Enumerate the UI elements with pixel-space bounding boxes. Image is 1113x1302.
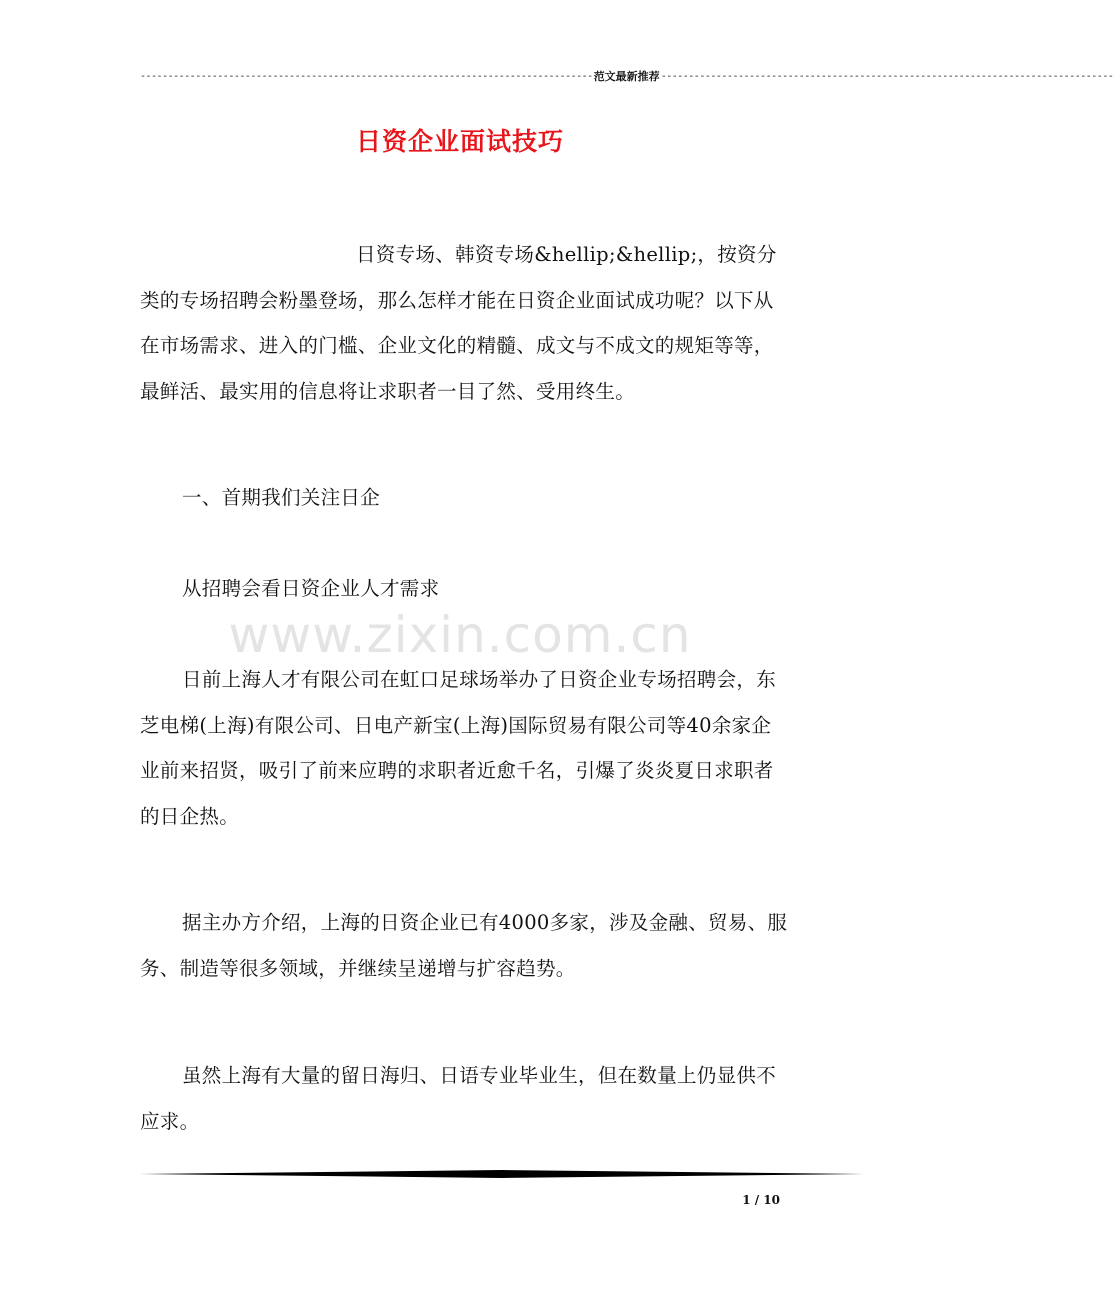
header-dashes-left: ---------------------------------------------------------------------------------- <box>140 70 593 82</box>
watermark-text: www.zixin.com.cn <box>228 606 692 664</box>
header-label: 范文最新推荐 <box>593 70 660 83</box>
paragraph-job-fair-text: 日前上海人才有限公司在虹口足球场举办了日资企业专场招聘会，东芝电梯(上海)有限公司、日电产新宝(上海)国际贸易有限公司等40余家企业前来招贤，吸引了前来应聘的求职者近愈千名，引爆了炎炎夏日求职者的日企热。 <box>140 668 777 828</box>
footer-rule <box>140 1170 864 1178</box>
paragraph-supply <box>140 1053 790 1144</box>
page-header <box>140 68 1113 84</box>
paragraph-intro <box>140 232 790 414</box>
section-heading <box>140 475 790 521</box>
paragraph-intro-text: 日资专场、韩资专场&hellip;&hellip;，按资分类的专场招聘会粉墨登场，那么怎样才能在日资企业面试成功呢？以下从在市场需求、进入的门槛、企业文化的精髓、成文与不成文的规矩等等，最鲜活、最实用的信息将让求职者一目了然、受用终生。 <box>140 243 777 403</box>
paragraph-organizer <box>140 900 790 991</box>
document-title: 日资企业面试技巧 <box>355 127 564 156</box>
subheading <box>140 566 790 612</box>
section-heading-text: 一、首期我们关注日企 <box>182 486 381 509</box>
subheading-text: 从招聘会看日资企业人才需求 <box>182 577 440 600</box>
paragraph-supply-text: 虽然上海有大量的留日海归、日语专业毕业生，但在数量上仍显供不应求。 <box>140 1064 777 1133</box>
paragraph-organizer-text: 据主办方介绍，上海的日资企业已有4000多家，涉及金融、贸易、服务、制造等很多领域，并继续呈递增与扩容趋势。 <box>140 911 788 980</box>
header-dashes-right: ---------------------------------------------------------------------------------- <box>660 70 1113 82</box>
page-number: 1 / 10 <box>742 1193 780 1207</box>
paragraph-job-fair <box>140 657 790 839</box>
